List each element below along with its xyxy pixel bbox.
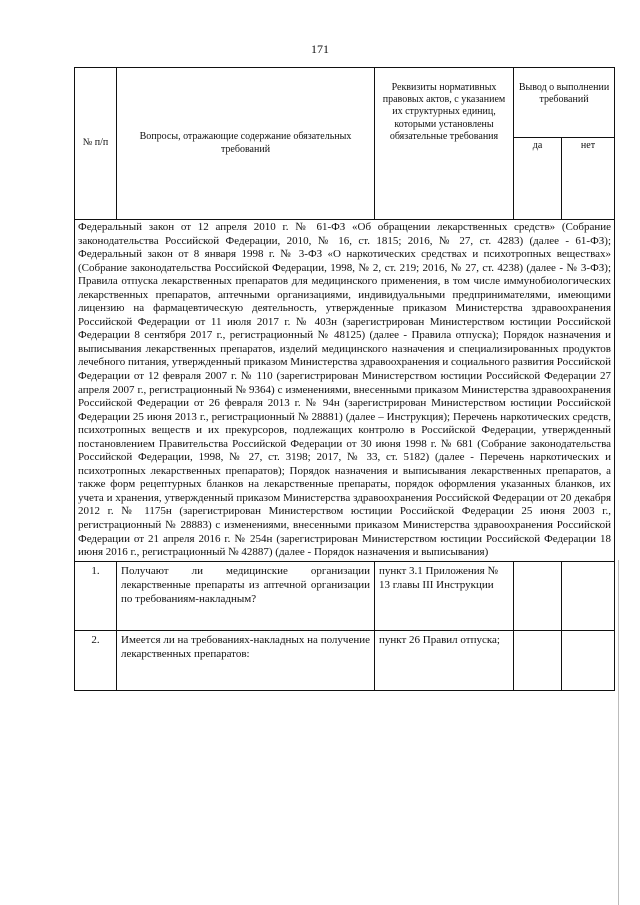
row-no-cell[interactable] bbox=[562, 561, 615, 630]
row-yes-cell[interactable] bbox=[514, 561, 562, 630]
scan-edge-line bbox=[618, 560, 619, 905]
header-num: № п/п bbox=[75, 68, 117, 220]
requirements-table bbox=[74, 67, 615, 691]
table-header-row bbox=[75, 68, 615, 138]
row-yes-cell[interactable] bbox=[514, 630, 562, 690]
row-no-cell[interactable] bbox=[562, 630, 615, 690]
header-questions: Вопросы, отражающие содержание обязательных требований bbox=[117, 68, 375, 220]
header-result: Вывод о выполнении требований bbox=[514, 68, 615, 138]
row-question: Получают ли медицинские организации лекарственные препараты из аптечной организации по требованиям-накладным? bbox=[117, 561, 375, 630]
page-number: 171 bbox=[311, 42, 329, 56]
table-row bbox=[75, 561, 615, 630]
header-yes: да bbox=[514, 138, 562, 220]
header-no: нет bbox=[562, 138, 615, 220]
row-requisite: пункт 26 Правил отпуска; bbox=[375, 630, 514, 690]
table-row bbox=[75, 630, 615, 690]
intro-row bbox=[75, 220, 615, 562]
row-number: 2. bbox=[75, 630, 117, 690]
row-number: 1. bbox=[75, 561, 117, 630]
row-question: Имеется ли на требованиях-накладных на получение лекарственных препаратов: bbox=[117, 630, 375, 690]
header-requisites: Реквизиты нормативных правовых актов, с указанием их структурных единиц, которыми установлены обязательные требования bbox=[375, 68, 514, 220]
normative-acts-intro: Федеральный закон от 12 апреля 2010 г. № 61-ФЗ «Об обращении лекарственных средств» (Собрание законодательства Российской Федерации, 2010, № 16, ст. 1815; 2016, № 27, ст. 4283) (далее - 61-ФЗ); Федеральный закон от 8 января 1998 г. № 3-ФЗ «О наркотических средствах и психотропных веществах» (Собрание законодательства Российской Федерации, 1998, № 2, ст. 219; 2016, № 27, ст. 4238) (далее - № 3-ФЗ); Правила отпуска лекарственных препаратов для медицинского применения, в том числе иммунобиологических лекарственных препаратов, аптечными организациями, индивидуальными предпринимателями, имеющими лицензию на фармацевтическую деятельность, утвержденные приказом Министерства здравоохранения Российской Федерации от 11 июля 2017 г. № 403н (зарегистрирован Министерством юстиции Российской Федерации 8 сентября 2017 г., регистрационный № 48125) (далее - Правила отпуска); Порядок назначения и выписывания лекарственных препаратов, изделий медицинского назначения и специализированных продуктов лечебного питания, утвержденный приказом Министерства здравоохранения и социального развития Российской Федерации от 12 февраля 2007 г. № 110 (зарегистрирован Министерством юстиции Российской Федерации 27 апреля 2007 г., регистрационный № 9364) с изменениями, внесенными приказом Министерства здравоохранения Российской Федерации от 26 февраля 2013 г. № 94н (зарегистрирован Министерством юстиции Российской Федерации 25 июня 2013 г., регистрационный № 28881) (далее – Инструкция); Перечень наркотических средств, психотропных веществ и их прекурсоров, подлежащих контролю в Российской Федерации, утвержденный постановлением Правительства Российской Федерации от 30 июня 1998 г. № 681 (Собрание законодательства Российской Федерации, 1998, № 27, ст. 3198; 2017, № 33, ст. 5182) (далее - Перечень наркотических и психотропных лекарственных препаратов); Порядок назначения и выписывания лекарственных препаратов, а также форм рецептурных бланков на лекарственные препараты, порядок оформления указанных бланков, их учета и хранения, утвержденный приказом Министерства здравоохранения Российской Федерации от 20 декабря 2012 г. № 1175н (зарегистрирован Министерством юстиции Российской Федерации 25 июня 2003 г., регистрационный № 28883) с изменениями, внесенными приказом Министерства здравоохранения Российской Федерации от 21 апреля 2016 г. № 254н (зарегистрирован Министерством юстиции Российской Федерации 18 июня 2016 г., регистрационный № 42887) (далее - Порядок назначения и выписывания) bbox=[75, 220, 615, 562]
row-requisite: пункт 3.1 Приложения № 13 главы III Инструкции bbox=[375, 561, 514, 630]
